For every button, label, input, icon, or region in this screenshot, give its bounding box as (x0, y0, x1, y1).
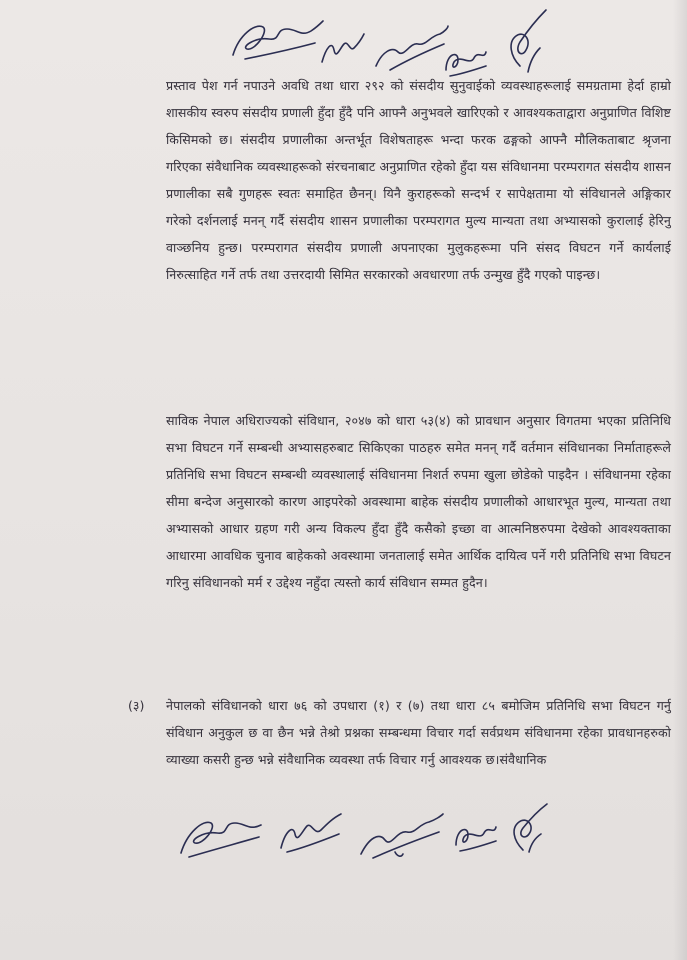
signature-3-bottom (355, 808, 445, 863)
signature-1-bottom (175, 805, 265, 860)
paragraph-1: प्रस्ताव पेश गर्न नपाउने अवधि तथा धारा २९२ को संसदीय सुनुवाईको व्यवस्थाहरूलाई समग्रतामा हेर्दा हाम्रो शासकीय स्वरुप संसदीय प्रणाली हुँदा हुँदै पनि आफ्नै अनुभवले खारिएको र आवश्यकताद्वारा अनुप्राणित विशिष्ट किसिमको छ। संसदीय प्रणालीका अन्तर्भूत विशेषताहरू भन्दा फरक ढङ्गको आफ्नै मौलिकताबाट श्रृजना गरिएका संवैधानिक व्यवस्थाहरूको संरचनाबाट अनुप्राणित रहेको हुँदा यस संविधानमा परम्परागत संसदीय शासन प्रणालीका सबै गुणहरू स्वतः समाहित छैनन्। यिनै कुराहरूको सन्दर्भ र सापेक्षतामा यो संविधानले अङ्गिकार गरेको दर्शनलाई मनन् गर्दै संसदीय शासन प्रणालीका परम्परागत मुल्य मान्यता तथा अभ्यासको कुरालाई हेरिनु वाञ्छनिय हुन्छ। परम्परागत संसदीय प्रणाली अपनाएका मुलुकहरूमा पनि संसद विघटन गर्ने कार्यलाई निरुत्साहित गर्ने तर्फ तथा उत्तरदायी सिमित सरकारको अवधारणा तर्फ उन्मुख हुँदै गएको पाइन्छ। (166, 78, 671, 282)
signature-5-bottom (505, 800, 550, 855)
signature-5-top (500, 6, 550, 76)
signature-2-bottom (275, 808, 345, 856)
item-marker: (३) (128, 698, 145, 713)
signature-3-top (370, 22, 450, 74)
paragraph-3: नेपालको संविधानको धारा ७६ को उपधारा (१) र (७) तथा धारा ८५ बमोजिम प्रतिनिधि सभा विघटन गर्नु संविधान अनुकुल छ वा छैन भन्ने तेश्रो प्रश्नका सम्बन्धमा विचार गर्दा सर्वप्रथम संविधानमा रहेका प्रावधानहरुको व्याख्या कसरी हुन्छ भन्ने संवैधानिक व्यवस्था तर्फ विचार गर्नु आवश्यक छ।संवैधानिक (166, 698, 671, 767)
signature-2-top (318, 30, 368, 70)
signature-4-bottom (450, 815, 500, 855)
paragraph-2: साविक नेपाल अधिराज्यको संविधान, २०४७ को धारा ५३(४) को प्रावधान अनुसार विगतमा भएका प्रतिनिधि सभा विघटन गर्ने सम्बन्धी अभ्यासहरुबाट सिकिएका पाठहरु समेत मनन् गर्दै वर्तमान संविधानका निर्माताहरूले प्रतिनिधि सभा विघटन सम्बन्धी व्यवस्थालाई संविधानमा निशर्त रुपमा खुला छोडेको पाइदैन । संविधानमा रहेका सीमा बन्देज अनुसारको कारण आइपरेको अवस्थामा बाहेक संसदीय प्रणालीको आधारभूत मुल्य, मान्यता तथा अभ्यासको आधार ग्रहण गरी अन्य विकल्प हुँदा हुँदै कसैको इच्छा वा आत्मनिष्ठरुपमा देखेको आवश्यक्ताका आधारमा आवधिक चुनाव बाहेकको अवस्थामा जनतालाई समेत आर्थिक दायित्व पर्ने गरी प्रतिनिधि सभा विघटन गरिनु संविधानको मर्म र उद्देश्य नहुँदा त्यस्तो कार्य संविधान सम्मत हुदैन। (166, 413, 671, 590)
signature-1-top (225, 15, 325, 65)
page-edge-shadow (673, 0, 687, 960)
